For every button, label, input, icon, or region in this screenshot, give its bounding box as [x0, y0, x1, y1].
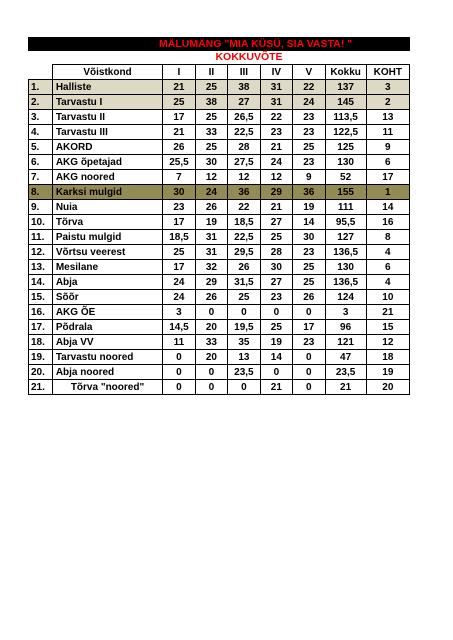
- team-name: AKG õpetajad: [52, 155, 162, 170]
- round-3-score: 22: [228, 200, 260, 215]
- round-4-score: 28: [260, 245, 292, 260]
- round-2-score: 19: [195, 215, 227, 230]
- total-score: 23,5: [325, 365, 366, 380]
- round-3-score: 38: [228, 80, 260, 95]
- total-score: 130: [325, 260, 366, 275]
- round-2-score: 25: [195, 80, 227, 95]
- round-3-score: 26: [228, 260, 260, 275]
- team-name: Tarvastu I: [52, 95, 162, 110]
- header-team: Võistkond: [52, 65, 162, 80]
- round-2-score: 20: [195, 320, 227, 335]
- team-name: AKG noored: [52, 170, 162, 185]
- round-4-score: 19: [260, 335, 292, 350]
- round-1-score: 0: [163, 365, 195, 380]
- round-1-score: 21: [163, 125, 195, 140]
- round-4-score: 12: [260, 170, 292, 185]
- table-row: [29, 215, 410, 230]
- round-3-score: 26,5: [228, 110, 260, 125]
- round-2-score: 12: [195, 170, 227, 185]
- team-name: Paistu mulgid: [52, 230, 162, 245]
- table-row: [29, 290, 410, 305]
- round-5-score: 25: [293, 140, 325, 155]
- total-score: 145: [325, 95, 366, 110]
- place: 10: [366, 290, 409, 305]
- table-row: [29, 305, 410, 320]
- team-name: AKORD: [52, 140, 162, 155]
- row-number: 18.: [29, 335, 53, 350]
- total-score: 136,5: [325, 275, 366, 290]
- row-number: 6.: [29, 155, 53, 170]
- total-score: 125: [325, 140, 366, 155]
- place: 6: [366, 260, 409, 275]
- team-name: Tarvastu noored: [52, 350, 162, 365]
- round-2-score: 0: [195, 305, 227, 320]
- round-5-score: 25: [293, 260, 325, 275]
- row-number: 14.: [29, 275, 53, 290]
- total-score: 21: [325, 380, 366, 395]
- team-name: Abja noored: [52, 365, 162, 380]
- round-1-score: 18,5: [163, 230, 195, 245]
- round-5-score: 36: [293, 185, 325, 200]
- place: 4: [366, 245, 409, 260]
- row-number: 11.: [29, 230, 53, 245]
- total-score: 130: [325, 155, 366, 170]
- place: 21: [366, 305, 409, 320]
- team-name: Karksi mulgid: [52, 185, 162, 200]
- row-number: 2.: [29, 95, 53, 110]
- table-row: [29, 95, 410, 110]
- round-3-score: 36: [228, 185, 260, 200]
- row-number: 21.: [29, 380, 53, 395]
- round-4-score: 27: [260, 215, 292, 230]
- round-4-score: 27: [260, 275, 292, 290]
- round-2-score: 38: [195, 95, 227, 110]
- table-row: [29, 245, 410, 260]
- round-3-score: 28: [228, 140, 260, 155]
- header-row: [29, 65, 410, 80]
- team-name: Abja: [52, 275, 162, 290]
- team-name: Mesilane: [52, 260, 162, 275]
- place: 2: [366, 95, 409, 110]
- table-row: [29, 230, 410, 245]
- round-3-score: 29,5: [228, 245, 260, 260]
- round-3-score: 18,5: [228, 215, 260, 230]
- place: 13: [366, 110, 409, 125]
- round-1-score: 17: [163, 215, 195, 230]
- row-number: 10.: [29, 215, 53, 230]
- place: 15: [366, 320, 409, 335]
- place: 19: [366, 365, 409, 380]
- round-2-score: 33: [195, 125, 227, 140]
- round-5-score: 30: [293, 230, 325, 245]
- round-1-score: 0: [163, 350, 195, 365]
- team-name: Tõrva "noored": [52, 380, 162, 395]
- team-name: Nuia: [52, 200, 162, 215]
- total-score: 136,5: [325, 245, 366, 260]
- team-name: AKG ÕE: [52, 305, 162, 320]
- round-3-score: 19,5: [228, 320, 260, 335]
- round-3-score: 13: [228, 350, 260, 365]
- round-4-score: 21: [260, 380, 292, 395]
- round-4-score: 22: [260, 110, 292, 125]
- round-5-score: 25: [293, 275, 325, 290]
- place: 17: [366, 170, 409, 185]
- round-3-score: 35: [228, 335, 260, 350]
- round-2-score: 0: [195, 380, 227, 395]
- table-row: [29, 185, 410, 200]
- row-number: 17.: [29, 320, 53, 335]
- place: 6: [366, 155, 409, 170]
- round-1-score: 3: [163, 305, 195, 320]
- header-place: KOHT: [366, 65, 409, 80]
- total-score: 121: [325, 335, 366, 350]
- place: 4: [366, 275, 409, 290]
- round-2-score: 31: [195, 230, 227, 245]
- round-5-score: 23: [293, 125, 325, 140]
- round-2-score: 26: [195, 290, 227, 305]
- team-name: Tõrva: [52, 215, 162, 230]
- table-row: [29, 365, 410, 380]
- round-4-score: 23: [260, 290, 292, 305]
- round-2-score: 25: [195, 110, 227, 125]
- round-2-score: 20: [195, 350, 227, 365]
- round-1-score: 25,5: [163, 155, 195, 170]
- round-5-score: 24: [293, 95, 325, 110]
- row-number: 12.: [29, 245, 53, 260]
- round-4-score: 30: [260, 260, 292, 275]
- table-row: [29, 260, 410, 275]
- place: 1: [366, 185, 409, 200]
- table-row: [29, 335, 410, 350]
- round-4-score: 31: [260, 95, 292, 110]
- header-round-2: II: [195, 65, 227, 80]
- row-number: 5.: [29, 140, 53, 155]
- round-1-score: 23: [163, 200, 195, 215]
- total-score: 155: [325, 185, 366, 200]
- round-3-score: 22,5: [228, 230, 260, 245]
- round-1-score: 0: [163, 380, 195, 395]
- header-total: Kokku: [325, 65, 366, 80]
- team-name: Põdrala: [52, 320, 162, 335]
- table-row: [29, 125, 410, 140]
- round-5-score: 23: [293, 245, 325, 260]
- round-1-score: 25: [163, 245, 195, 260]
- round-5-score: 19: [293, 200, 325, 215]
- row-number: 16.: [29, 305, 53, 320]
- total-score: 52: [325, 170, 366, 185]
- round-3-score: 23,5: [228, 365, 260, 380]
- place: 20: [366, 380, 409, 395]
- round-2-score: 24: [195, 185, 227, 200]
- round-3-score: 27: [228, 95, 260, 110]
- table-row: [29, 110, 410, 125]
- header-corner: [29, 65, 53, 80]
- round-4-score: 25: [260, 320, 292, 335]
- row-number: 20.: [29, 365, 53, 380]
- results-table: [28, 64, 410, 395]
- round-1-score: 25: [163, 95, 195, 110]
- team-name: Sõõr: [52, 290, 162, 305]
- round-1-score: 24: [163, 275, 195, 290]
- round-5-score: 23: [293, 110, 325, 125]
- row-number: 9.: [29, 200, 53, 215]
- total-score: 3: [325, 305, 366, 320]
- table-row: [29, 320, 410, 335]
- table-row: [29, 170, 410, 185]
- round-4-score: 0: [260, 305, 292, 320]
- round-4-score: 21: [260, 140, 292, 155]
- round-2-score: 26: [195, 200, 227, 215]
- header-round-4: IV: [260, 65, 292, 80]
- table-row: [29, 140, 410, 155]
- round-3-score: 25: [228, 290, 260, 305]
- row-number: 1.: [29, 80, 53, 95]
- round-4-score: 0: [260, 365, 292, 380]
- round-1-score: 30: [163, 185, 195, 200]
- place: 12: [366, 335, 409, 350]
- summary-subtitle: KOKKUVÕTE: [215, 51, 283, 63]
- total-score: 96: [325, 320, 366, 335]
- place: 14: [366, 200, 409, 215]
- table-row: [29, 200, 410, 215]
- row-number: 3.: [29, 110, 53, 125]
- round-5-score: 0: [293, 380, 325, 395]
- round-5-score: 23: [293, 335, 325, 350]
- place: 16: [366, 215, 409, 230]
- round-2-score: 31: [195, 245, 227, 260]
- round-2-score: 33: [195, 335, 227, 350]
- round-5-score: 9: [293, 170, 325, 185]
- total-score: 124: [325, 290, 366, 305]
- place: 8: [366, 230, 409, 245]
- total-score: 127: [325, 230, 366, 245]
- team-name: Tarvastu III: [52, 125, 162, 140]
- header-round-5: V: [293, 65, 325, 80]
- table-row: [29, 350, 410, 365]
- round-3-score: 0: [228, 380, 260, 395]
- round-1-score: 14,5: [163, 320, 195, 335]
- round-1-score: 17: [163, 110, 195, 125]
- total-score: 113,5: [325, 110, 366, 125]
- round-4-score: 21: [260, 200, 292, 215]
- total-score: 111: [325, 200, 366, 215]
- row-number: 13.: [29, 260, 53, 275]
- round-1-score: 7: [163, 170, 195, 185]
- results-sheet: [28, 37, 410, 395]
- round-2-score: 30: [195, 155, 227, 170]
- round-5-score: 22: [293, 80, 325, 95]
- row-number: 15.: [29, 290, 53, 305]
- place: 3: [366, 80, 409, 95]
- round-1-score: 24: [163, 290, 195, 305]
- round-3-score: 31,5: [228, 275, 260, 290]
- round-1-score: 21: [163, 80, 195, 95]
- round-5-score: 0: [293, 365, 325, 380]
- team-name: Võrtsu veerest: [52, 245, 162, 260]
- team-name: Tarvastu II: [52, 110, 162, 125]
- round-4-score: 14: [260, 350, 292, 365]
- round-4-score: 23: [260, 125, 292, 140]
- round-5-score: 23: [293, 155, 325, 170]
- row-number: 7.: [29, 170, 53, 185]
- round-2-score: 32: [195, 260, 227, 275]
- total-score: 137: [325, 80, 366, 95]
- place: 9: [366, 140, 409, 155]
- team-name: Halliste: [52, 80, 162, 95]
- table-row: [29, 155, 410, 170]
- place: 11: [366, 125, 409, 140]
- round-5-score: 14: [293, 215, 325, 230]
- round-5-score: 0: [293, 350, 325, 365]
- round-3-score: 0: [228, 305, 260, 320]
- table-row: [29, 275, 410, 290]
- round-3-score: 22,5: [228, 125, 260, 140]
- total-score: 122,5: [325, 125, 366, 140]
- row-number: 8.: [29, 185, 53, 200]
- row-number: 19.: [29, 350, 53, 365]
- quiz-title: MÄLUMÄNG "MIA KÜSÜ, SIA VASTA! ": [28, 37, 410, 51]
- row-number: 4.: [29, 125, 53, 140]
- header-round-3: III: [228, 65, 260, 80]
- round-5-score: 26: [293, 290, 325, 305]
- round-4-score: 25: [260, 230, 292, 245]
- team-name: Abja VV: [52, 335, 162, 350]
- round-1-score: 11: [163, 335, 195, 350]
- round-3-score: 27,5: [228, 155, 260, 170]
- round-1-score: 26: [163, 140, 195, 155]
- round-3-score: 12: [228, 170, 260, 185]
- table-row: [29, 80, 410, 95]
- round-5-score: 0: [293, 305, 325, 320]
- round-5-score: 17: [293, 320, 325, 335]
- round-1-score: 17: [163, 260, 195, 275]
- total-score: 95,5: [325, 215, 366, 230]
- round-2-score: 25: [195, 140, 227, 155]
- round-4-score: 31: [260, 80, 292, 95]
- total-score: 47: [325, 350, 366, 365]
- round-2-score: 29: [195, 275, 227, 290]
- place: 18: [366, 350, 409, 365]
- round-4-score: 29: [260, 185, 292, 200]
- round-2-score: 0: [195, 365, 227, 380]
- round-4-score: 24: [260, 155, 292, 170]
- header-round-1: I: [163, 65, 195, 80]
- table-row: [29, 380, 410, 395]
